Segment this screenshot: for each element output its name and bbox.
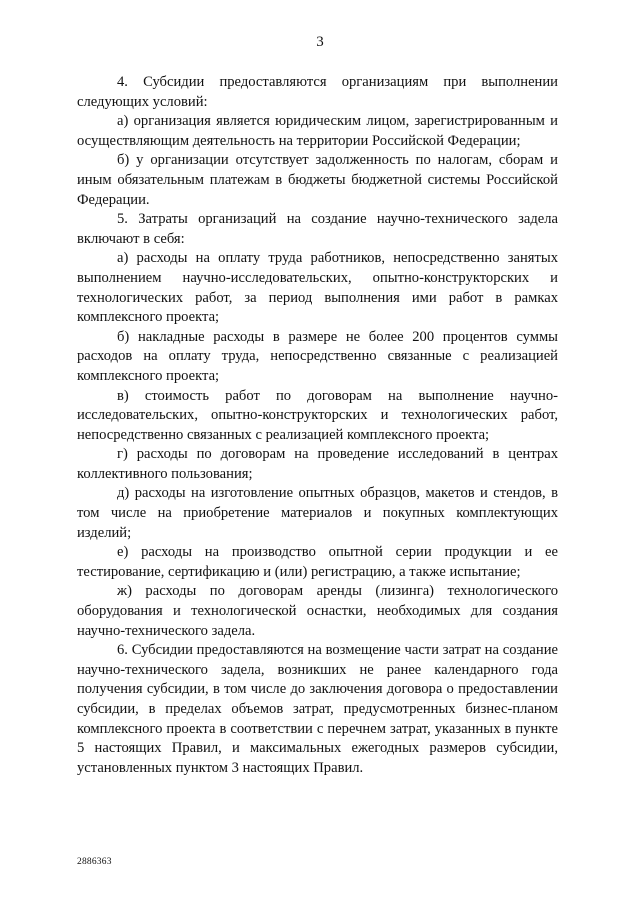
paragraph-5e: е) расходы на производство опытной серии продукции и ее тестирование, сертификацию и (или) регистрацию, а также испытание; bbox=[77, 544, 558, 580]
paragraph-6: 6. Субсидии предоставляются на возмещение части затрат на создание научно-технического задела, возникших не ранее календарного года получения субсидии, в том числе до заключения договора о предоставлении субсидии, в пределах объемов затрат, предусмотренных бизнес-планом комплексного проекта в соответствии с перечнем затрат, указанных в пункте 5 настоящих Правил, и максимальных ежегодных размеров субсидии, установленных пунктом 3 настоящих Правил. bbox=[77, 642, 558, 776]
paragraph-5: 5. Затраты организаций на создание научно-технического задела включают в себя: bbox=[77, 211, 558, 247]
document-body bbox=[77, 73, 558, 778]
paragraph-5v: в) стоимость работ по договорам на выполнение научно-исследовательских, опытно-конструкторских и технологических работ, непосредственно связанных с реализацией комплексного проекта; bbox=[77, 387, 558, 443]
paragraph-5a: а) расходы на оплату труда работников, непосредственно занятых выполнением научно-исследовательских, опытно-конструкторских и технологических работ, за период выполнения ими работ в рамках комплексного проекта; bbox=[77, 250, 558, 326]
paragraph-5g: г) расходы по договорам на проведение исследований в центрах коллективного пользования; bbox=[77, 446, 558, 482]
paragraph-5d: д) расходы на изготовление опытных образцов, макетов и стендов, в том числе на приобретение материалов и покупных комплектующих изделий; bbox=[77, 485, 558, 541]
page-number: 3 bbox=[316, 34, 324, 50]
paragraph-4a: а) организация является юридическим лицом, зарегистрированным и осуществляющим деятельность на территории Российской Федерации; bbox=[77, 113, 558, 149]
paragraph-4b: б) у организации отсутствует задолженность по налогам, сборам и иным обязательным платежам в бюджеты бюджетной системы Российской Федерации. bbox=[77, 152, 558, 208]
paragraph-5b: б) накладные расходы в размере не более 200 процентов суммы расходов на оплату труда, непосредственно связанные с реализацией комплексного проекта; bbox=[77, 328, 558, 384]
document-id-code: 2886363 bbox=[77, 857, 112, 867]
paragraph-5zh: ж) расходы по договорам аренды (лизинга) технологического оборудования и технологической оснастки, необходимых для создания научно-технического задела. bbox=[77, 583, 558, 639]
paragraph-4: 4. Субсидии предоставляются организациям при выполнении следующих условий: bbox=[77, 74, 558, 110]
